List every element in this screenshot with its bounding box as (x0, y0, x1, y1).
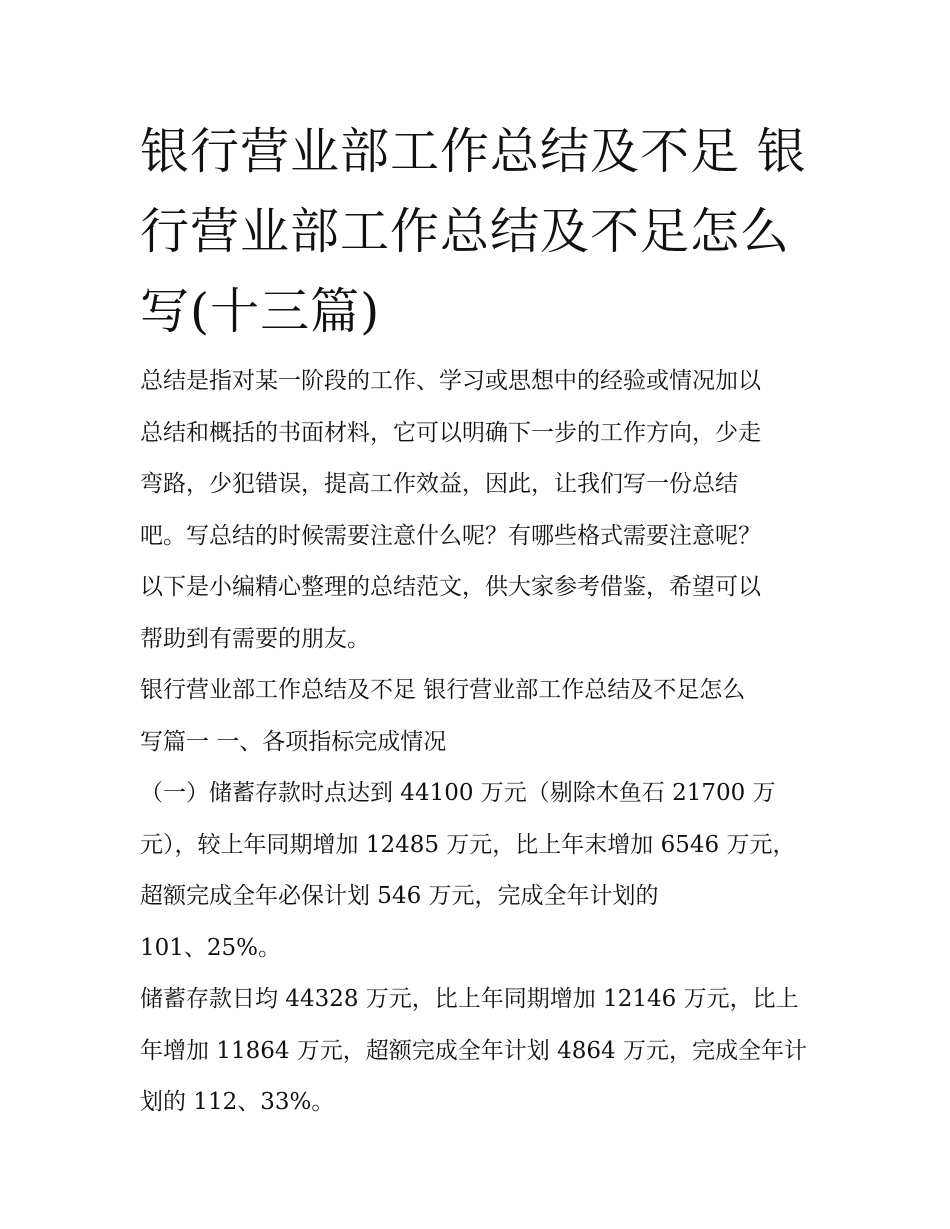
body-line: 银行营业部工作总结及不足 银行营业部工作总结及不足怎么 (140, 677, 746, 703)
body-line: 划的 112、33%。 (140, 1089, 335, 1115)
body-line: 年增加 11864 万元，超额完成全年计划 4864 万元，完成全年计 (140, 1037, 807, 1064)
document-body (140, 356, 830, 1129)
body-line: 超额完成全年必保计划 546 万元，完成全年计划的 (140, 883, 659, 909)
body-line: 总结和概括的书面材料，它可以明确下一步的工作方向，少走 (140, 419, 761, 446)
body-line: 吧。写总结的时候需要注意什么呢？有哪些格式需要注意呢？ (140, 522, 761, 549)
title-line: 银行营业部工作总结及不足 银 (140, 123, 807, 180)
body-line: 总结是指对某一阶段的工作、学习或思想中的经验或情况加以 (140, 368, 761, 394)
body-line: 弯路，少犯错误，提高工作效益，因此，让我们写一份总结 (140, 471, 738, 497)
title-line: 写(十三篇) (140, 283, 381, 340)
body-line: 101、25%。 (140, 934, 282, 961)
body-line: 写篇一 一、各项指标完成情况 (140, 728, 447, 755)
title-line: 行营业部工作总结及不足怎么 (140, 203, 791, 260)
document-title (140, 112, 820, 352)
body-line: 帮助到有需要的朋友。 (140, 625, 370, 652)
body-line: 以下是小编精心整理的总结范文，供大家参考借鉴，希望可以 (140, 574, 761, 600)
body-line: 元），较上年同期增加 12485 万元，比上年末增加 6546 万元， (140, 831, 796, 858)
body-line: （一）储蓄存款时点达到 44100 万元（剔除木鱼石 21700 万 (140, 780, 776, 806)
body-line: 储蓄存款日均 44328 万元，比上年同期增加 12146 万元，比上 (140, 986, 799, 1012)
